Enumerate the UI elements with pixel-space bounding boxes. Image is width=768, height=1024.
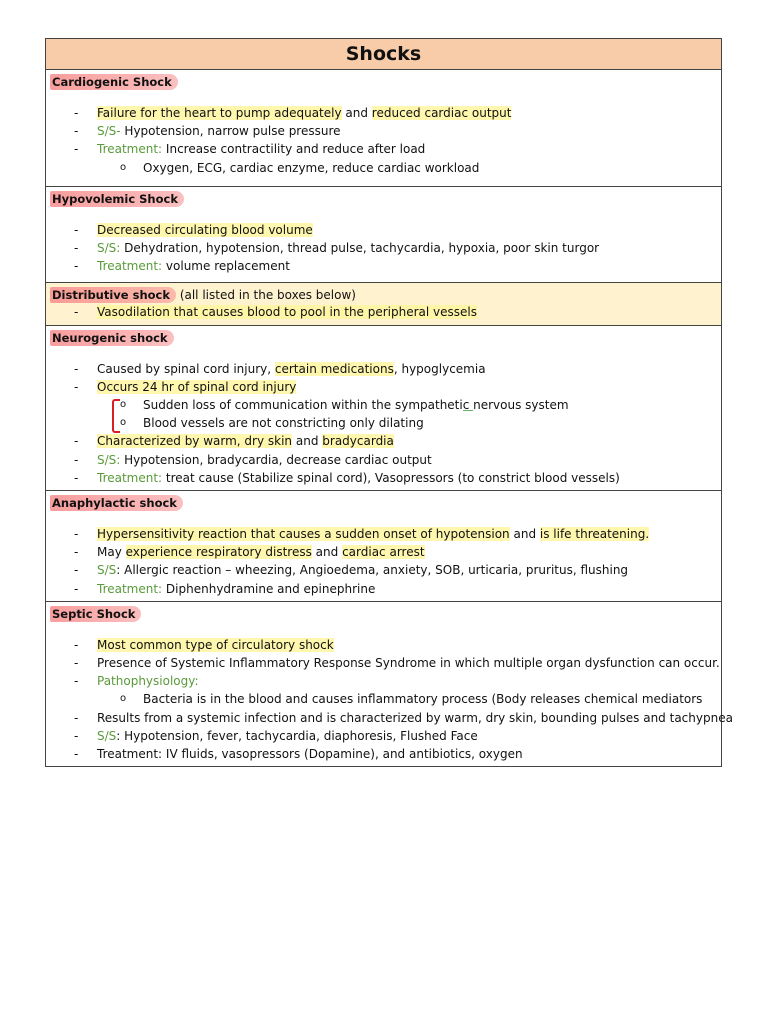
list-item: - Failure for the heart to pump adequately and reduced cardiac output: [74, 106, 512, 120]
list-item: - Vasodilation that causes blood to pool in the peripheral vessels: [74, 305, 478, 320]
shocks-table: [45, 38, 733, 767]
list-item: - S/S: Hypotension, bradycardia, decrease cardiac output: [74, 452, 432, 467]
sub-list-item: o Bacteria is in the blood and causes inflammatory process (Body releases chemical mediators: [120, 692, 703, 707]
list-item: - Presence of Systemic Inflammatory Response Syndrome in which multiple organ dysfunction can occur.: [74, 656, 720, 671]
list-item: - S/S: Hypotension, fever, tachycardia, diaphoresis, Flushed Face: [74, 728, 478, 743]
list-item: - Hypersensitivity reaction that causes a sudden onset of hypotension and is life threatening.: [74, 527, 650, 542]
list-item: - Decreased circulating blood volume: [74, 222, 313, 237]
list-item: - Caused by spinal cord injury, certain medications, hypoglycemia: [74, 361, 486, 376]
section-anaphylactic: [46, 491, 721, 602]
section-septic: [46, 602, 733, 766]
section-heading: Septic Shock: [50, 606, 141, 622]
section-neurogenic: [46, 326, 721, 491]
list-item: - May experience respiratory distress and cardiac arrest: [74, 545, 425, 560]
sub-list-item: o Blood vessels are not constricting only dilating: [120, 416, 424, 431]
list-item: - Treatment: IV fluids, vasopressors (Dopamine), and antibiotics, oxygen: [74, 747, 523, 762]
list-item: - Characterized by warm, dry skin and bradycardia: [74, 434, 394, 449]
sub-list-item: o Oxygen, ECG, cardiac enzyme, reduce cardiac workload: [120, 160, 480, 175]
list-item: - Treatment: Increase contractility and reduce after load: [74, 142, 426, 157]
list-item: - Treatment: treat cause (Stabilize spinal cord), Vasopressors (to constrict blood vessels): [74, 470, 620, 485]
list-item: - Treatment: volume replacement: [74, 259, 290, 274]
section-heading: Cardiogenic Shock: [50, 74, 178, 90]
section-heading: Neurogenic shock: [50, 330, 174, 346]
sub-list-item: o Sudden loss of communication within the sympathetic nervous system: [120, 398, 569, 413]
section-cardiogenic: [46, 70, 721, 187]
list-item: - Occurs 24 hr of spinal cord injury: [74, 379, 297, 394]
sub-list-group: [46, 396, 721, 432]
section-heading: Hypovolemic Shock: [50, 191, 184, 207]
section-heading: Anaphylactic shock: [50, 495, 183, 511]
list-item: - S/S- Hypotension, narrow pulse pressure: [74, 124, 341, 139]
list-item: - Treatment: Diphenhydramine and epinephrine: [74, 581, 376, 596]
section-heading: Distributive shock: [50, 287, 176, 303]
section-hypovolemic: [46, 187, 721, 284]
list-item: - Results from a systemic infection and is characterized by warm, dry skin, bounding pulses and tachypnea: [74, 710, 733, 725]
list-item: - S/S: Dehydration, hypotension, thread pulse, tachycardia, hypoxia, poor skin turgor: [74, 241, 600, 256]
list-item: - Pathophysiology:: [74, 674, 199, 689]
list-item: - Most common type of circulatory shock: [74, 637, 334, 652]
section-distributive: [46, 283, 721, 325]
page-title: Shocks: [46, 39, 721, 70]
list-item: - S/S: Allergic reaction – wheezing, Angioedema, anxiety, SOB, urticaria, pruritus, flushing: [74, 563, 629, 578]
section-note: (all listed in the boxes below): [176, 288, 356, 303]
